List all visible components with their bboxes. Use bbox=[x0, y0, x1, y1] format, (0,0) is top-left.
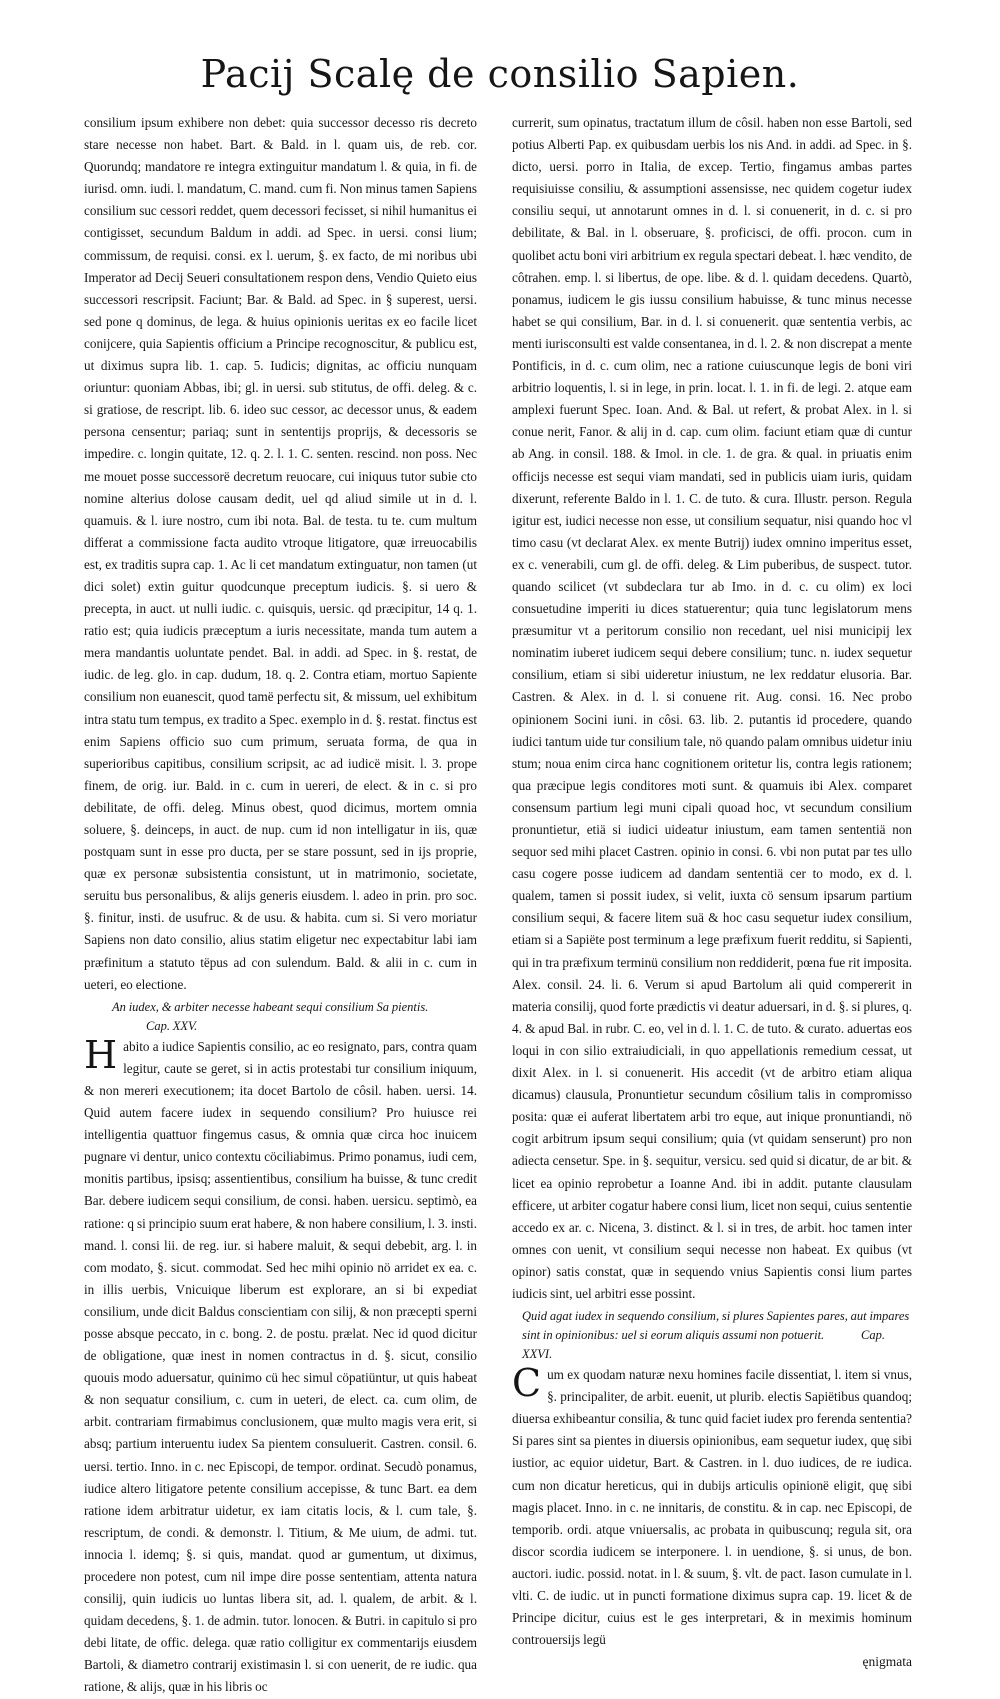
right-column bbox=[512, 112, 912, 1670]
right-text-block-1: currerit, sum opinatus, tractatum illum de côsil. haben non esse Bartoli, sed potius Alberti Pap. ex quibusdam uerbis los nis And. in addi. ad Spec. in §. dicto, uersi. porro in Italia, de excep. Tertio, fingamus ambas partes requisiuisse consiliu, & assumptioni assensisse, nec quidem cogetur iudex consiliu sequi, ut annotarunt omnes in d. l. si conuenerit, in d. c. si pro debilitate, & Bal. in l. obseruare, §. proficisci, de offi. procon. cum in quolibet actu boni viri arbitrium ex regula spectari debeat. l. hæc vendito, de côtrahen. emp. l. si libertus, de ope. libe. & d. l. quidam decedens. Quartò, ponamus, iudicem le gis iussu consilium habuisse, & tunc minus necesse habet se qui consilium, Bar. in d. l. si conuenerit. quæ sententia verbis, ac menti iurisconsulti est valde consentanea, in d. l. 2. & non discrepat a mente Pontificis, in d. c. cum olim, nec a ratione cuiuscunque legis de boni viri arbitrio loquentis, l. si in lege, in prin. locat. l. 1. in fi. de legi. 2. atque eam amplexi fuerunt Spec. Ioan. And. & Bal. ut refert, & probat Alex. in l. si conue nerit, Fanor. & alij in d. cap. cum olim. faciunt etiam quæ di cuntur ab Ang. in consil. 188. & Imol. in cle. 1. de gra. & qual. in priuatis enim officijs necesse est sequi viam mandati, sed in publicis uiam iuris, quidam dixerunt, referente Baldo in l. 1. C. de tuto. & cura. Illustr. person. Regula igitur est, iudici necesse non esse, ut consilium sequatur, nisi quando hoc vl timo casu (vt declarat Alex. ex mente Butrij) iudex omnino imperitus esset, ex c. venerabili, cum gl. de offi. deleg. & Lim puberibus, de suspect. tutor. quando scilicet (vt subdeclara tur ab Imo. in d. c. cu olim) ex loci consuetudine imperiti iu dices statuerentur; quia tunc legislatorum mens præsumitur vt a peritorum consilio non recedant, uel nisi municipij lex nominatim iuberet iudicem sequi debere consilium; tunc. n. iudex sequetur consilium, etiam si sibi uideretur iniustum, ne lex reddatur elusoria. Bar. Castren. & Alex. in d. l. si conuene rit. Aug. consi. 16. Nec probo opinionem Socini iuni. in côsi. 63. lib. 2. putantis id procedere, quando iudici tantum uide tur consilium tale, nö quando palam omnibus uidetur iniu stum; noua enim circa hanc cognitionem oritetur lis, contra legis rationem; qua præcipue legis conditores moti sunt. & quamuis ibi Alex. comparet consensum partium legi muni cipali quoad hoc, vt secundum consilium pronuntietur, etiä si iudici uideatur iniustum, eam tamen sententiä non sequor sed mihi placet Castren. opinio in consi. 6. vbi non putat par tes ullo casu cogere posse iudicem ad dandam sententiä cer to modo, ex d. l. qualem, tamen si possit iudex, si velit, iuxta cö sensum ipsarum partium consilium sequi, & facere litem suä & hoc casu sequetur iudex consilium, etiam si a Sapiëte post terminum a lege præfixum fuerit redditu, si Sapienti, qui in tra præfixum terminü consilium non reddiderit, pœna fue rit imposita. Alex. consil. 24. li. 6. Verum si apud Bartolum ali quid compererit in materia consilij, quod forte prædictis vi deatur aduersari, in d. §. si plures, q. 4. & apud Bal. in rubr. C. eo, vel in d. l. 1. C. de tuto. & curato. aduertas eos loqui in con silio extraiudiciali, in quo appellationis remedium cessat, ut dixit Alex. in l. si conuenerit. His accedit (vt de arbitro etiam aliqua dicamus) clausula, Pronuntietur secundum côsilium talis in compromisso posita: quæ ei auferat libertatem arbi tro eque, aut inique pronuntiandi, nö cogit arbitrum ipsum sequi consilium; quia (vt quidam senserunt) pro non adiecta censetur. Spe. in §. sequitur, versicu. sed quid si dicatur, de ar bit. & licet ea opinio reprobetur a Ioanne And. ibi in addit. putante clausulam efficere, ut arbiter cogatur habere consi lium, licet non sequi, cuius sententie accedo ex ar. c. Nicena, 3. distinct. & l. si in tres, de arbit. hoc tamen inter omnes con uenit, vt consilium sequi necesse non habeat. Ex quibus (vt opinor) satis constat, quæ in sequendo vnius Sapientis consi lium partes iudicis sint, uel arbitri esse possint. bbox=[512, 115, 912, 1301]
catchword: ęnigmata bbox=[862, 1654, 912, 1670]
left-text-block-1: consilium ipsum exhibere non debet: quia successor decesso ris decreto stare necesse non habet. Bart. & Bald. in l. quam uis, de reb. cor. Quorundq; mandatore re integra extinguitur mandatum l. & quia, in fi. de iurisd. omn. iudi. l. mandatum, C. mand. cum fi. Non minus tamen Sapiens consilium suc cessori reddet, quem decessori fecisset, si nihil humanitus ei contigisset, secundum Baldum in addi. ad Spec. in uersi. consi lium; commissum, de requisi. consi. ex l. uerum, §. ex facto, de mi noribus ubi Imperator ad Decij Seueri consultationem respon dens, Vendio Quieto eius successori rescripsit. Faciunt; Bar. & Bald. ad Spec. in § superest, uersi. sed pone q dominus, de lega. & huius opinionis ueritas ex eo facile licet conijcere, quia Sapientis officium a Principe recognoscitur, & publicu est, ut diximus supra lib. 1. cap. 5. Iudicis; dignitas, ac officiu nunquam oriuntur: quoniam Abbas, ibi; gl. in uersi. sub stitutus, de offi. deleg. & c. si gratiose, de rescript. lib. 6. ideo suc cessor, ac decessor unus, & eadem persona censentur; pariaq; sunt in sententijs proprijs, & decessoris se impedire. c. longin quitate, 12. q. 2. l. 1. C. senten. rescind. non poss. Nec me mouet posse successorë decretum reuocare, cui iniquus tutor subie cto nomine alterius dolose causam dedit, uel qd aliud simile ut in d. l. quamuis. & l. iure nostro, cum ibi nota. Bal. de testa. tu te. cum multum differat a commissione facta audito vtroque litigatore, quæ irreuocabilis est, ex traditis supra cap. 1. Ac li cet mandatum extinguatur, non tamen (ut dici solet) extin guitur quodcunque preceptum iudicis. §. si uero & precepta, in auct. ut nulli iudic. c. quisquis, uersic. qd præcipitur, 14 q. 1. ratio est; quia iudicis præceptum a iuris necessitate, manda tum autem a mera mandantis uoluntate pendet. Bal. in addi. ad Spec. in §. restat, de iudic. de leg. glo. in cap. dudum, 18. q. 2. Contra etiam, mortuo Sapiente consilium non euanescit, quod tamë perfectu sit, & missum, uel exhibitum intra statu tum tempus, ex tradito a Spec. exemplo in d. §. restat. finctus est enim Sapiens officio suo cum primum, seruata forma, de qua in superioribus capitibus, consilium scripsit, ac ad iudicë misit. l. 3. prope finem, de orig. iur. Bald. in c. cum in uereri, de elect. & in c. si pro debilitate, de offi. deleg. Minus obest, quod dicimus, mortem omnia soluere, §. deinceps, in auct. de nup. cum id non intelligatur in iis, quæ postquam sunt in esse pro ducta, per se stare possunt, sed in ijs proprie, quæ ex personæ subsistentia consistunt, ut in matrimonio, societate, seruitu bus personalibus, & alijs generis eiusdem. l. adeo in prin. pro soc. §. finitur, insti. de usufruc. & de usu. & habita. cum si. Si vero moriatur Sapiens non dato consilio, alius statim eligetur nec expectabitur labi iam præfinitum a statuto tëpus ad con sulendum. Bald. & alii in c. cum in ueteri, eo electione. bbox=[84, 115, 477, 992]
chapter-25-title: An iudex, & arbiter necesse habeant sequi consilium Sa pientis. bbox=[112, 999, 429, 1014]
chapter-25-number: Cap. XXV. bbox=[146, 1018, 198, 1033]
right-text-block-2: Cum ex quodam naturæ nexu homines facile dissentiat, l. item si vnus, §. principaliter, de arbit. euenit, ut plurib. electis Sapiëtibus quandoq; diuersa exhibeantur consilia, & tunc quid faciet iudex pro ferenda sententia? Si pares sint sa pientes in diuersis opinionibus, eam sequetur iudex, quę sibi iustior, ac equior uidetur, Bart. & Castren. in l. duo iudices, de re iudica. cum non dicatur hereticus, qui in dubijs articulis opinionë eligit, quę sibi magis placet. Inno. in c. ne innitaris, de constitu. & in cap. nec Episcopi, de temporib. ordi. atque vniuersalis, ac probata in quibuscunq; regula sit, ora discor scordia iudicem se interponere. l. in uendione, §. si unus, de bon. auctori. iudic. possid. notat. in l. & suum, §. vlt. de pact. Iason cumulate in l. vlti. C. de iudic. ut in puncti formatione diximus supra cap. 19. licet & de Principe dicitur, cuius est le ges interpretari, & in meximis hominum controuersijs legü bbox=[512, 1361, 912, 1648]
chapter-26-number: Cap. XXVI. bbox=[522, 1328, 885, 1362]
running-title: Pacij Scalę de consilio Sapien. bbox=[200, 52, 800, 96]
chapter-26-heading bbox=[512, 1307, 912, 1364]
chapter-25-heading bbox=[84, 998, 477, 1036]
left-text-block-2: Habito a iudice Sapientis consilio, ac eo resignato, pars, contra quam legitur, caute se geret, si in actis protestabi tur consilium iniquum, & non mereri executionem; ita docet Bartolo de côsil. haben. uersi. 14. Quid autem facere iudex in sequendo consilium? Pro huiusce rei intelligentia quattuor fingemus casus, & omnia quæ circa hoc inuicem pugnare vi dentur, unico contextu cöciliabimus. Primo ponamus, iudi cem, monitis partibus, ipsisq; assentientibus, consilium ha buisse, & tunc credit Bar. debere iudicem sequi consilium, de consi. haben. uersicu. septimò, ea ratione: q si principio suum erat habere, & non habere consilium, l. 3. insti. mand. l. consi lii. de reg. iur. si habere maluit, & sequi debebit, arg. l. in com modato, §. sicut. commodat. Sed hec mihi opinio nö arridet ex ea. c. in illis uerbis, Vnicuique liberum est explorare, an si bi expediat consilium, unde dicit Baldus conscientiam con silij, & non præcepti sperni posse absque peccato, in c. bong. 2. de postu. prælat. Nec id quod dicitur de obligatione, quæ inest in nomen contractus in d. §. sicut, consilio quouis modo aduersatur, quinimo cü hec simul cöpatiüntur, ut quis habeat & non sequatur consilium, c. cum in ueteri, de elect. ca. cum olim, de arbit. contrariam firmabimus conclusionem, quæ multo magis vera erit, si absq; partium interuentu iudex Sa pientem consuluerit. Castren. consil. 6. uersi. tertio. Inno. in c. nec Episcopi, de tempor. ordinat. Secudò ponamus, iudice altero litigatore petente consilium accepisse, & tunc Bart. ea dem ratione idem arbitratur uidetur, ex iam citatis locis, & l. cum tale, §. rescriptum, de condi. & demonstr. l. Titium, & Me uium, de admi. tut. innocia l. idemq; §. si quis, mandat. quod ar gumentum, ut diximus, procedere non potest, cum nil impe dire posse sententiam, attenta natura consilij, quin iudicis uo luntas libera sit, ad. l. qualem, de arbit. & l. quidam decedens, §. 1. de admin. tutor. lonocen. & Butri. in capitulo si pro debi litate, de offic. delega. quæ ratio colligitur ex commentarijs eiusdem Bartoli, & diametro contrarij existimasin l. si con uenerit, de re iudic. qua ratione, & alijs, quæ in his libris oc bbox=[84, 1032, 477, 1695]
left-column bbox=[84, 112, 477, 1695]
chapter-26-title: Quid agat iudex in sequendo consilium, si plures Sapientes pares, aut impares sint in opinionibus: uel si eorum aliquis assumi non potuerit. bbox=[522, 1309, 910, 1343]
